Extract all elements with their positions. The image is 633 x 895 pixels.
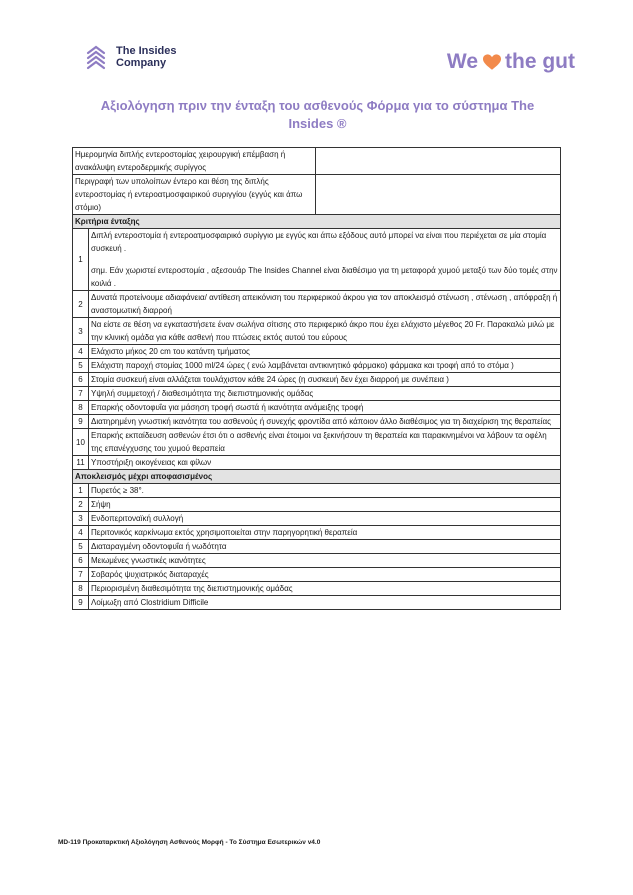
company-logo-icon <box>82 43 110 71</box>
section-header <box>73 470 561 484</box>
exclusion-row <box>73 582 561 596</box>
criteria-row <box>73 415 561 429</box>
exclusion-row <box>73 568 561 582</box>
exclusion-text: Περιτονικός καρκίνωμα εκτός χρησιμοποιείται στην παρηγορητική θεραπεία <box>89 526 561 540</box>
row-number: 11 <box>73 456 89 470</box>
row-number: 5 <box>73 359 89 373</box>
row-number: 4 <box>73 345 89 359</box>
criteria-text-note: σημ. Εάν χωριστεί εντεροστομία , αξεσουάρ The Insides Channel είναι διαθέσιμο για τη μεταφορά χυμού μεταξύ των δύο τομές στην κοιλιά . <box>91 266 558 288</box>
exclusion-text: Ενδοπεριτοναϊκή συλλογή <box>89 512 561 526</box>
exclusion-text: Λοίμωξη από Clostridium Difficile <box>89 596 561 610</box>
criteria-row <box>73 291 561 318</box>
row-number: 1 <box>73 484 89 498</box>
page-footer: MD-119 Προκαταρκτική Αξιολόγηση Ασθενούς Μορφή - Το Σύστημα Εσωτερικών v4.0 <box>58 839 321 846</box>
info-value-field[interactable] <box>316 175 561 215</box>
criteria-row <box>73 345 561 359</box>
info-row <box>73 148 561 175</box>
exclusion-text: Περιορισμένη διαθεσιμότητα της διεπιστημονικής ομάδας <box>89 582 561 596</box>
row-number: 7 <box>73 568 89 582</box>
company-name-line1: The Insides <box>116 45 177 57</box>
criteria-row <box>73 318 561 345</box>
exclusion-row <box>73 540 561 554</box>
row-number: 8 <box>73 401 89 415</box>
info-value-field[interactable] <box>316 148 561 175</box>
exclusion-row <box>73 498 561 512</box>
row-number: 2 <box>73 291 89 318</box>
row-number: 6 <box>73 554 89 568</box>
row-number: 7 <box>73 387 89 401</box>
section-header <box>73 215 561 229</box>
exclusion-row <box>73 596 561 610</box>
exclusion-text: Διαταραγμένη οδοντοφυΐα ή νωδότητα <box>89 540 561 554</box>
heart-icon <box>483 54 501 71</box>
row-number: 9 <box>73 415 89 429</box>
row-number: 9 <box>73 596 89 610</box>
slogan-right: the gut <box>505 50 575 73</box>
exclusion-text: Σοβαρός ψυχιατρικός διαταραχές <box>89 568 561 582</box>
page-title: Αξιολόγηση πριν την ένταξη του ασθενούς Φόρμα για το σύστημα The Insides ® <box>100 98 535 131</box>
exclusion-heading: Αποκλεισμός μέχρι αποφασισμένος <box>73 470 561 484</box>
criteria-text: Επαρκής εκπαίδευση ασθενών έτσι ότι ο ασθενής είναι έτοιμοι να ξεκινήσουν τη θεραπεία και παρακινημένοι να λάβουν τα οφέλη της επανέγχυσης του χυμού θεραπεία <box>89 429 561 456</box>
company-logo <box>82 43 177 71</box>
info-row <box>73 175 561 215</box>
info-label: Ημερομηνία διπλής εντεροστομίας χειρουργική επέμβαση ή ανακάλυψη εντεροδερμικής συρίγγος <box>73 148 316 175</box>
criteria-text: Ελάχιστη παροχή στομίας 1000 ml/24 ώρες ( ενώ λαμβάνεται αντικινητικό φάρμακο) φάρμακα και τροφή από το στόμα ) <box>89 359 561 373</box>
slogan-left: We <box>446 50 479 73</box>
exclusion-row <box>73 484 561 498</box>
criteria-row <box>73 456 561 470</box>
assessment-table <box>72 147 561 610</box>
company-name <box>116 45 177 69</box>
row-number: 3 <box>73 512 89 526</box>
criteria-text: Ελάχιστο μήκος 20 cm του κατάντη τμήματος <box>89 345 561 359</box>
criteria-text: Επαρκής οδοντοφυΐα για μάσηση τροφή σωστά ή ικανότητα ανάμειξης τροφή <box>89 401 561 415</box>
row-number: 1 <box>73 229 89 291</box>
row-number: 6 <box>73 373 89 387</box>
row-number: 8 <box>73 582 89 596</box>
row-number: 5 <box>73 540 89 554</box>
exclusion-row <box>73 526 561 540</box>
info-label: Περιγραφή των υπολοίπων έντερο και θέση της διπλής εντεροστομίας ή εντεροατμοσφαιρικού συριγγίου (εγγύς και άπω στόμιο) <box>73 175 316 215</box>
criteria-text <box>89 229 561 291</box>
row-number: 3 <box>73 318 89 345</box>
row-number: 2 <box>73 498 89 512</box>
exclusion-text: Μειωμένες γνωστικές ικανότητες <box>89 554 561 568</box>
criteria-text: Δυνατά προτείνουμε αδιαφάνεια/ αντίθεση απεικόνιση του περιφερικού άκρου για τον αποκλεισμό στένωση , στένωση , απόφραξη ή αναστομωτική διαρροή <box>89 291 561 318</box>
criteria-row <box>73 359 561 373</box>
criteria-row <box>73 401 561 415</box>
row-number: 4 <box>73 526 89 540</box>
row-number: 10 <box>73 429 89 456</box>
exclusion-text: Σήψη <box>89 498 561 512</box>
slogan <box>447 50 575 74</box>
criteria-text: Διατηρημένη γνωστική ικανότητα του ασθενούς ή συνεχής φροντίδα από κάποιον άλλο διαθέσιμος για τη διαχείριση της θεραπείας <box>89 415 561 429</box>
criteria-row <box>73 387 561 401</box>
criteria-text: Υψηλή συμμετοχή / διαθεσιμότητα της διεπιστημονικής ομάδας <box>89 387 561 401</box>
criteria-text: Στομία συσκευή είναι αλλάζεται τουλάχιστον κάθε 24 ώρες (η συσκευή δεν έχει διαρροή με συνέπεια ) <box>89 373 561 387</box>
exclusion-text: Πυρετός ≥ 38°. <box>89 484 561 498</box>
company-name-line2: Company <box>116 57 167 69</box>
criteria-text: Υποστήριξη οικογένειας και φίλων <box>89 456 561 470</box>
exclusion-row <box>73 512 561 526</box>
criteria-row <box>73 429 561 456</box>
criteria-row <box>73 373 561 387</box>
criteria-row <box>73 229 561 291</box>
criteria-heading: Κριτήρια ένταξης <box>73 215 561 229</box>
exclusion-row <box>73 554 561 568</box>
criteria-text: Να είστε σε θέση να εγκαταστήσετε έναν σωλήνα σίτισης στο περιφερικό άκρο που έχει ελάχιστο μέγεθος 20 Fr. Παρακαλώ μιλώ με την κλινική ομάδα για κάθε ασθενή που πτώσεις εκτός αυτού του εύρους <box>89 318 561 345</box>
criteria-text-main: Διπλή εντεροστομία ή εντεροατμοσφαιρικό συρίγγιο με εγγύς και άπω εξόδους αυτό μπορεί να είναι που περιέχεται σε μία στομία συσκευή . <box>91 231 547 253</box>
